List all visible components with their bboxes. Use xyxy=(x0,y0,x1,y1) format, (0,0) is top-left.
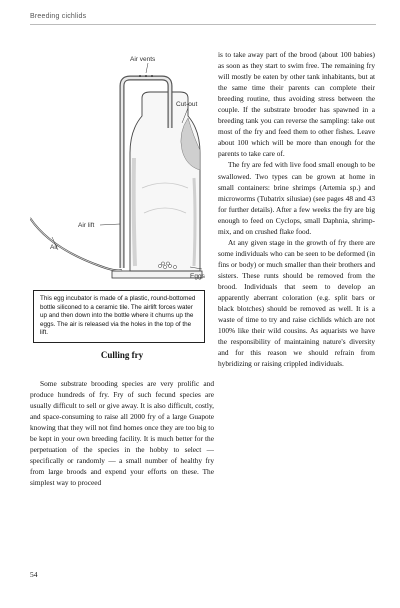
label-air-lift: Air lift xyxy=(78,222,95,229)
bottle xyxy=(130,92,200,271)
paragraph: is to take away part of the brood (about 100 babies) as soon as they start to swim free. The remaining fry will mostly be eaten by other tank inhabitants, but at the same time their parents can complete their breeding routine, thus avoiding stress between the couple. If the substrate brooder has spawned in a breeding tank you can reverse the sampling: take out most of the fry and feed them to other fishes. Leave about 100 which will be more than enough for the parents to take care of. xyxy=(218,50,375,159)
egg-incubator-illustration xyxy=(30,38,210,286)
figure-caption: This egg incubator is made of a plastic, round-bottomed bottle siliconed to a ceramic tile. The airlift forces water up and then down into the bottle where it churns up the eggs. The air is released via the holes in the top of the lift. xyxy=(33,290,205,343)
paragraph: Some substrate brooding species are very prolific and produce hundreds of fry. Fry of such fecund species are usually difficult to sell or give away. It is also difficult, costly, and space-consuming to raise all 2000 fry of a large Guapote knowing that they will not find homes once they are too big to be kept in your own breeding facility. It is much better for the perpetuation of the species in the hobby to select — specifically or randomly — a small number of healthy fry from large broods and expend your efforts on these. The simplest way to proceed xyxy=(30,379,214,488)
paragraph: The fry are fed with live food small enough to be swallowed. Two types can be grown at home in small containers: brine shrimps (Artemia sp.) and microworms (Tubatrix silusiae) (see pages 48 and 43 for further details). After a few weeks the fry are big enough to feed on Cyclops, small Daphnia, shrimp-mix, and on crushed flake food. xyxy=(218,160,375,236)
air-hose xyxy=(30,218,122,271)
bottle-shading xyxy=(134,158,135,266)
header-rule xyxy=(30,24,376,25)
paragraph: At any given stage in the growth of fry there are some individuals who can be seen to be deformed (in fins or body) or much smaller than their brothers and sisters. These runts should be removed from the brood. Individuals that seem to develop an apparently aberrant coloration (e.g. split bars or black blotches) should be removed as well. It is a waste of time to try and raise cichlids which are not 100% like their wild cousins. As aquarists we have the responsibility of maintaining nature's diversity and for this reason we should refrain from hybridizing or raising crippled individuals. xyxy=(218,237,375,369)
label-cut-out: Cut-out xyxy=(176,101,198,108)
right-column xyxy=(218,49,375,369)
label-eggs: Eggs xyxy=(190,273,205,280)
air-vent-dot xyxy=(139,75,141,77)
label-air-vents: Air vents xyxy=(130,56,156,63)
page-number: 54 xyxy=(30,570,38,579)
ceramic-tile xyxy=(112,271,202,278)
section-heading: Culling fry xyxy=(100,350,144,360)
running-head: Breeding cichlids xyxy=(30,13,87,20)
left-column xyxy=(30,378,214,488)
label-air: Air xyxy=(50,244,58,251)
